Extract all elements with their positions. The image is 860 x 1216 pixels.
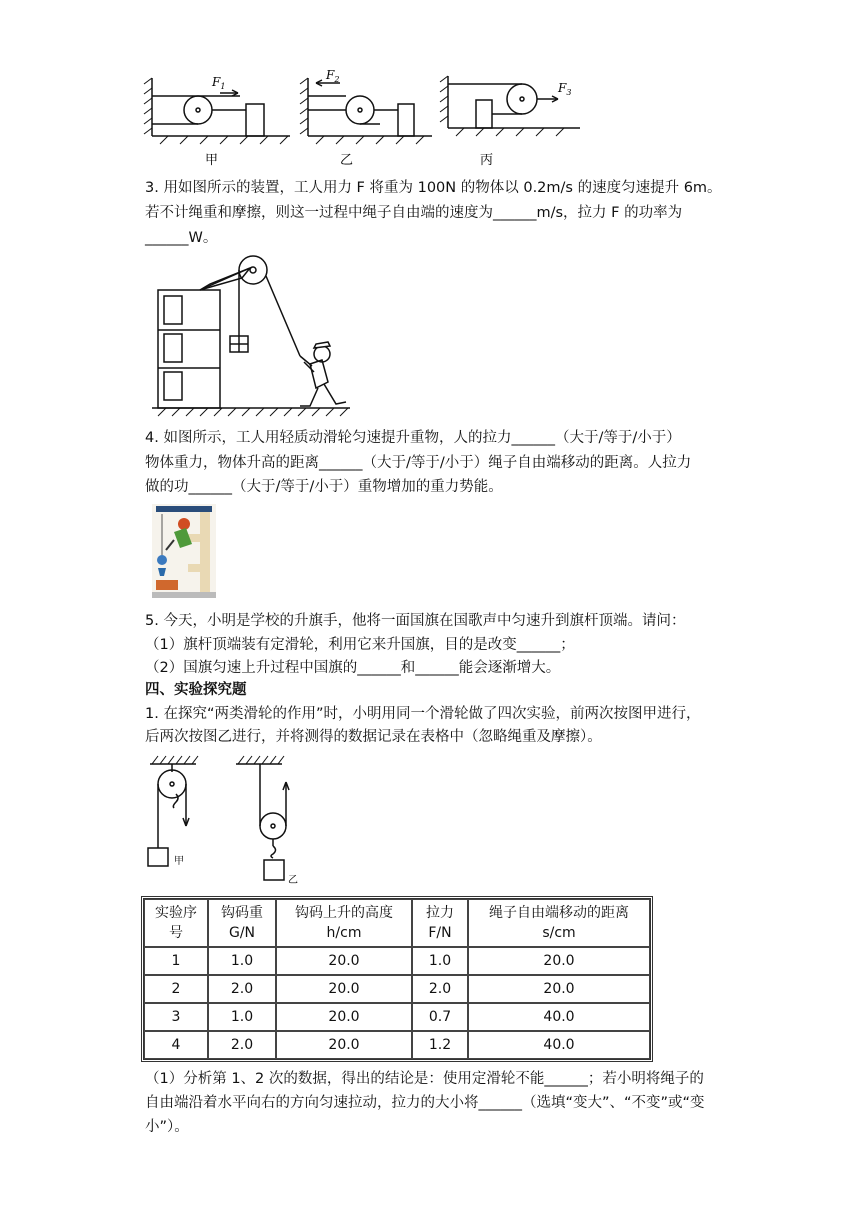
table-cell: 0.7 xyxy=(412,1003,468,1031)
pulley-setup-b xyxy=(300,78,432,144)
table-header-cell xyxy=(468,899,650,947)
table-cell: 3 xyxy=(144,1003,208,1031)
table-cell: 2 xyxy=(144,975,208,1003)
header-text: 钩码上升的高度 xyxy=(295,905,393,921)
table-cell: 20.0 xyxy=(468,947,650,975)
q4-line-3: 做的功______（大于/等于/小于）重物增加的重力势能。 xyxy=(145,479,503,495)
fixed-movable-pulley-figure xyxy=(140,752,330,888)
table-row xyxy=(144,1003,650,1031)
force-label-f2: $F_2$ xyxy=(326,68,340,84)
header-unit: 号 xyxy=(169,925,183,941)
table-cell: 1.2 xyxy=(412,1031,468,1059)
q5-line-2: （1）旗杆顶端装有定滑轮，利用它来升国旗，目的是改变______； xyxy=(145,637,575,653)
force-label-f3: $F_3$ xyxy=(558,81,572,97)
worker-pulley-figure xyxy=(150,250,355,420)
header-unit: s/cm xyxy=(542,925,576,941)
header-text: 实验序 xyxy=(155,905,197,921)
pulley-figure-horizontal xyxy=(140,68,600,173)
exp1-q1-line-2: 自由端沿着水平向右的方向匀速拉动，拉力的大小将______（选填“变大”、“不变”或“变 xyxy=(145,1095,705,1111)
table-header-cell xyxy=(144,899,208,947)
table-header-cell xyxy=(412,899,468,947)
table-row xyxy=(144,1031,650,1059)
experiment-data-table xyxy=(141,896,653,1062)
table-cell: 4 xyxy=(144,1031,208,1059)
exp1-q1-line-1: （1）分析第 1、2 次的数据，得出的结论是：使用定滑轮不能______；若小明将绳子的 xyxy=(145,1071,704,1087)
table-cell: 20.0 xyxy=(276,975,412,1003)
figure-label-b: 乙 xyxy=(340,153,354,168)
table-cell: 1.0 xyxy=(208,947,276,975)
table-cell: 20.0 xyxy=(276,947,412,975)
table-cell: 20.0 xyxy=(276,1003,412,1031)
q3-line-2: 若不计绳重和摩擦，则这一过程中绳子自由端的速度为______m/s，拉力 F 的功率为 xyxy=(145,205,683,221)
header-text: 绳子自由端移动的距离 xyxy=(489,905,629,921)
header-unit: F/N xyxy=(428,925,452,941)
q3-line-1: 3. 用如图所示的装置，工人用力 F 将重为 100N 的物体以 0.2m/s 的速度匀速提升 6m。 xyxy=(145,180,722,196)
table-cell: 40.0 xyxy=(468,1003,650,1031)
figure-label-c: 丙 xyxy=(480,153,494,168)
header-text: 钩码重 xyxy=(221,905,263,921)
fixed-pulley-label: 甲 xyxy=(174,856,184,867)
table-cell: 20.0 xyxy=(276,1031,412,1059)
table-row xyxy=(144,947,650,975)
q3-line-3: ______W。 xyxy=(145,230,218,246)
section-heading-experiment: 四、实验探究题 xyxy=(145,682,247,698)
table-row xyxy=(144,975,650,1003)
table-header-cell xyxy=(208,899,276,947)
table-cell: 40.0 xyxy=(468,1031,650,1059)
table-cell: 2.0 xyxy=(412,975,468,1003)
table-cell: 2.0 xyxy=(208,975,276,1003)
movable-pulley-figure xyxy=(152,504,216,598)
table-header-cell xyxy=(276,899,412,947)
table-header-row xyxy=(144,899,650,947)
header-text: 拉力 xyxy=(426,905,454,921)
force-label-f1: $F_1$ xyxy=(212,75,226,91)
q4-line-2: 物体重力，物体升高的距离______（大于/等于/小于）绳子自由端移动的距离。人拉力 xyxy=(145,455,692,471)
table-cell: 2.0 xyxy=(208,1031,276,1059)
q5-line-3: （2）国旗匀速上升过程中国旗的______和______能会逐渐增大。 xyxy=(145,660,561,676)
q5-line-1: 5. 今天，小明是学校的升旗手，他将一面国旗在国歌声中匀速升到旗杆顶端。请问： xyxy=(145,613,686,629)
table-cell: 1.0 xyxy=(208,1003,276,1031)
header-unit: h/cm xyxy=(326,925,362,941)
header-unit: G/N xyxy=(228,925,256,941)
table-cell: 1.0 xyxy=(412,947,468,975)
exp1-line-2: 后两次按图乙进行，并将测得的数据记录在表格中（忽略绳重及摩擦）。 xyxy=(145,729,602,745)
q4-line-1: 4. 如图所示，工人用轻质动滑轮匀速提升重物，人的拉力______（大于/等于/小于） xyxy=(145,430,681,446)
exp1-q1-line-3: 小”）。 xyxy=(145,1119,189,1135)
figure-label-a: 甲 xyxy=(205,153,219,168)
table-cell: 1 xyxy=(144,947,208,975)
movable-pulley-label: 乙 xyxy=(288,875,298,886)
table-cell: 20.0 xyxy=(468,975,650,1003)
exp1-line-1: 1. 在探究“两类滑轮的作用”时，小明用同一个滑轮做了四次实验，前两次按图甲进行， xyxy=(145,706,701,722)
